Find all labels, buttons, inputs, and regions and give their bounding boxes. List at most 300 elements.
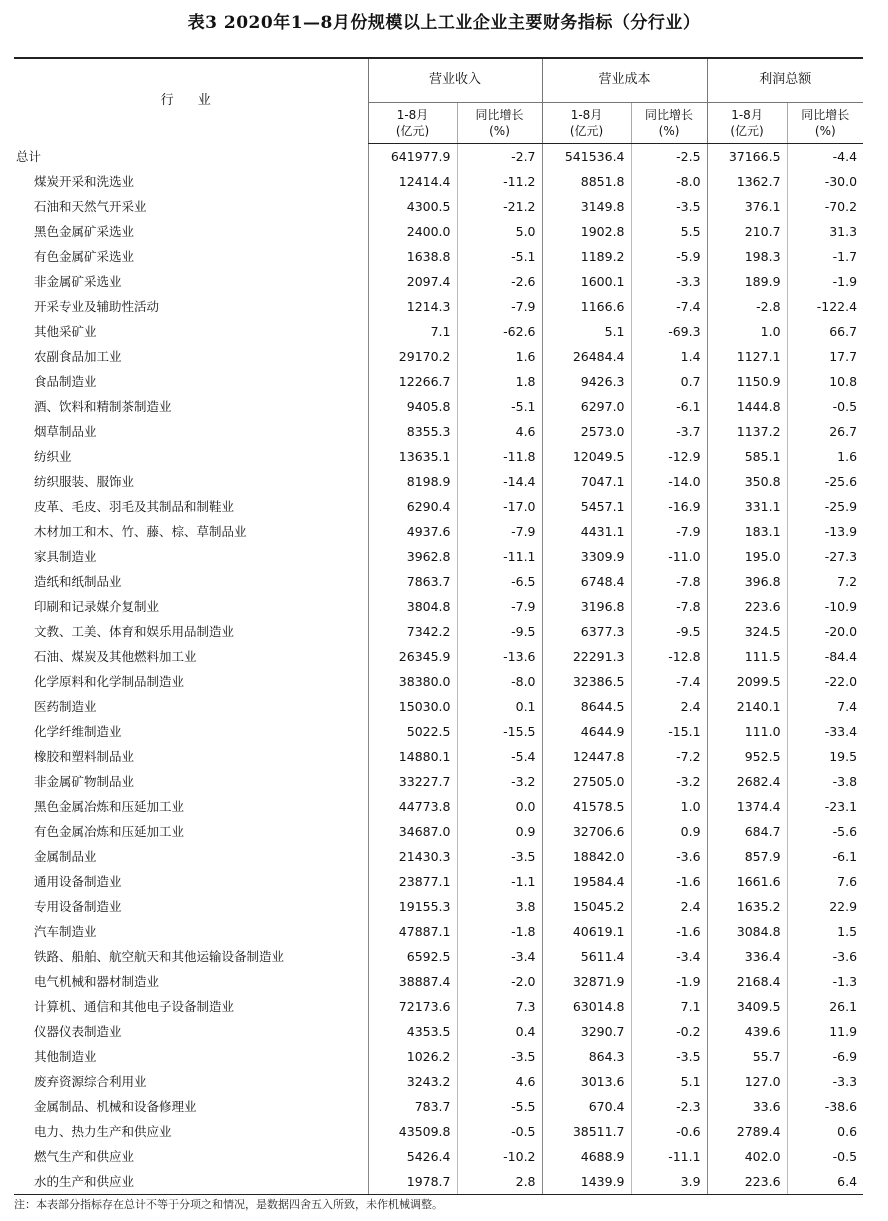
revenue-cell: 8198.9: [368, 469, 457, 494]
table-row: [14, 644, 863, 669]
profit-cell: 195.0: [707, 544, 787, 569]
cost-cell: 7047.1: [542, 469, 631, 494]
industry-name-cell: 废弃资源综合利用业: [34, 1074, 147, 1089]
cost-cell: 63014.8: [542, 994, 631, 1019]
profit-growth-cell: 6.4: [787, 1169, 863, 1195]
profit-cell: 111.0: [707, 719, 787, 744]
profit-cell: 210.7: [707, 219, 787, 244]
industry-name-cell: 其他采矿业: [34, 324, 97, 339]
profit-growth-cell: 1.6: [787, 444, 863, 469]
profit-cell: 1661.6: [707, 869, 787, 894]
revenue-growth-cell: -21.2: [457, 194, 542, 219]
revenue-growth-cell: 0.0: [457, 794, 542, 819]
profit-cell: 223.6: [707, 1169, 787, 1195]
profit-cell: 396.8: [707, 569, 787, 594]
profit-cell: 2168.4: [707, 969, 787, 994]
profit-cell: 952.5: [707, 744, 787, 769]
profit-cell: 2099.5: [707, 669, 787, 694]
cost-growth-cell: -7.4: [631, 669, 707, 694]
profit-cell: 3084.8: [707, 919, 787, 944]
cost-cell: 3149.8: [542, 194, 631, 219]
cost-cell: 3196.8: [542, 594, 631, 619]
industry-name-cell: 造纸和纸制品业: [34, 574, 122, 589]
cost-growth-cell: -3.4: [631, 944, 707, 969]
cost-growth-cell: -12.9: [631, 444, 707, 469]
revenue-growth-cell: -5.4: [457, 744, 542, 769]
revenue-cell: 26345.9: [368, 644, 457, 669]
table-row: [14, 294, 863, 319]
revenue-cell: 12414.4: [368, 169, 457, 194]
revenue-cell: 8355.3: [368, 419, 457, 444]
revenue-growth-cell: -6.5: [457, 569, 542, 594]
profit-growth-cell: -3.8: [787, 769, 863, 794]
table-row: [14, 344, 863, 369]
revenue-cell: 47887.1: [368, 919, 457, 944]
table-row: [14, 319, 863, 344]
table-row: [14, 269, 863, 294]
cost-growth-cell: -14.0: [631, 469, 707, 494]
cost-cell: 6297.0: [542, 394, 631, 419]
profit-cell: 1127.1: [707, 344, 787, 369]
revenue-cell: 6290.4: [368, 494, 457, 519]
growth-label: 同比增长: [475, 107, 524, 122]
cost-cell: 4688.9: [542, 1144, 631, 1169]
table-row: [14, 744, 863, 769]
profit-cell: 857.9: [707, 844, 787, 869]
revenue-cell: 15030.0: [368, 694, 457, 719]
revenue-cell: 1026.2: [368, 1044, 457, 1069]
table-row: [14, 1169, 863, 1195]
table-body: [14, 143, 863, 1194]
revenue-growth-cell: 4.6: [457, 419, 542, 444]
revenue-growth-cell: -14.4: [457, 469, 542, 494]
profit-cell: 439.6: [707, 1019, 787, 1044]
cost-growth-cell: 2.4: [631, 694, 707, 719]
cost-cell: 5457.1: [542, 494, 631, 519]
profit-cell: 2682.4: [707, 769, 787, 794]
cost-growth-cell: 1.0: [631, 794, 707, 819]
profit-growth-cell: 10.8: [787, 369, 863, 394]
industry-name-cell: 非金属矿物制品业: [34, 774, 135, 789]
table-row: [14, 1019, 863, 1044]
industry-name-cell: 其他制造业: [34, 1049, 97, 1064]
revenue-cell: 9405.8: [368, 394, 457, 419]
profit-cell: 376.1: [707, 194, 787, 219]
industry-name-cell: 仪器仪表制造业: [34, 1024, 122, 1039]
table-row: [14, 794, 863, 819]
profit-cell: 111.5: [707, 644, 787, 669]
table-row: [14, 469, 863, 494]
unit-label: (亿元): [569, 123, 604, 138]
revenue-growth-cell: -15.5: [457, 719, 542, 744]
revenue-growth-cell: 0.9: [457, 819, 542, 844]
revenue-cell: 3243.2: [368, 1069, 457, 1094]
cost-growth-cell: 1.4: [631, 344, 707, 369]
table-row: [14, 769, 863, 794]
cost-growth-cell: -2.3: [631, 1094, 707, 1119]
profit-growth-cell: -38.6: [787, 1094, 863, 1119]
cost-growth-cell: 5.5: [631, 219, 707, 244]
profit-growth-cell: 26.1: [787, 994, 863, 1019]
revenue-cell: 14880.1: [368, 744, 457, 769]
revenue-growth-cell: -11.1: [457, 544, 542, 569]
revenue-cell: 2400.0: [368, 219, 457, 244]
table-row: [14, 244, 863, 269]
cost-growth-cell: 5.1: [631, 1069, 707, 1094]
table-row: [14, 143, 863, 169]
profit-cell: 1150.9: [707, 369, 787, 394]
cost-cell: 40619.1: [542, 919, 631, 944]
table-row: [14, 969, 863, 994]
cost-cell: 3290.7: [542, 1019, 631, 1044]
profit-growth-cell: 0.6: [787, 1119, 863, 1144]
industry-name-cell: 木材加工和木、竹、藤、棕、草制品业: [34, 524, 247, 539]
profit-growth-cell: 19.5: [787, 744, 863, 769]
cost-cell: 2573.0: [542, 419, 631, 444]
profit-cell: 336.4: [707, 944, 787, 969]
cost-growth-cell: -7.8: [631, 594, 707, 619]
revenue-growth-cell: -5.5: [457, 1094, 542, 1119]
cost-cell: 41578.5: [542, 794, 631, 819]
cost-growth-cell: -3.2: [631, 769, 707, 794]
revenue-cell: 783.7: [368, 1094, 457, 1119]
table-row: [14, 669, 863, 694]
industry-name-cell: 水的生产和供应业: [14, 1169, 368, 1195]
profit-growth-cell: 66.7: [787, 319, 863, 344]
period-label: 1-8月: [570, 107, 603, 122]
revenue-growth-cell: -7.9: [457, 294, 542, 319]
cost-growth-cell: -0.6: [631, 1119, 707, 1144]
revenue-cell: 5426.4: [368, 1144, 457, 1169]
cost-cell: 8644.5: [542, 694, 631, 719]
cost-growth-cell: -12.8: [631, 644, 707, 669]
profit-cell: 55.7: [707, 1044, 787, 1069]
table-row: [14, 1119, 863, 1144]
profit-cell: 1444.8: [707, 394, 787, 419]
industry-name-cell: 纺织服装、服饰业: [34, 474, 135, 489]
profit-cell: 223.6: [707, 594, 787, 619]
cost-cell: 12049.5: [542, 444, 631, 469]
cost-growth-cell: -3.6: [631, 844, 707, 869]
cost-growth-cell: 3.9: [631, 1169, 707, 1195]
profit-cell: 402.0: [707, 1144, 787, 1169]
cost-cell: 3309.9: [542, 544, 631, 569]
industry-name-cell: 专用设备制造业: [34, 899, 122, 914]
cost-growth-cell: 0.7: [631, 369, 707, 394]
revenue-growth-cell: -2.7: [457, 143, 542, 169]
cost-growth-cell: -9.5: [631, 619, 707, 644]
profit-growth-cell: -0.5: [787, 1144, 863, 1169]
pct-label: (%): [658, 123, 680, 138]
revenue-cell: 23877.1: [368, 869, 457, 894]
revenue-growth-cell: 1.8: [457, 369, 542, 394]
revenue-growth-cell: -7.9: [457, 519, 542, 544]
profit-cell: 1137.2: [707, 419, 787, 444]
cost-growth-cell: -5.9: [631, 244, 707, 269]
cost-growth-cell: -1.6: [631, 919, 707, 944]
industry-column-header: 行 业: [160, 93, 221, 108]
profit-cell: 1.0: [707, 319, 787, 344]
table-row: [14, 819, 863, 844]
cost-cell: 9426.3: [542, 369, 631, 394]
profit-growth-cell: -1.7: [787, 244, 863, 269]
profit-cell: 1374.4: [707, 794, 787, 819]
profit-growth-cell: -33.4: [787, 719, 863, 744]
cost-cell: 4644.9: [542, 719, 631, 744]
revenue-cell: 4300.5: [368, 194, 457, 219]
profit-growth-cell: 31.3: [787, 219, 863, 244]
cost-growth-header: [631, 102, 707, 143]
table-row: [14, 369, 863, 394]
revenue-growth-cell: -8.0: [457, 669, 542, 694]
cost-growth-cell: -11.0: [631, 544, 707, 569]
financial-indicators-table: [14, 57, 863, 1195]
industry-name-cell: 黑色金属冶炼和压延加工业: [34, 799, 185, 814]
revenue-growth-cell: -9.5: [457, 619, 542, 644]
revenue-growth-cell: -2.0: [457, 969, 542, 994]
profit-growth-cell: -13.9: [787, 519, 863, 544]
cost-cell: 670.4: [542, 1094, 631, 1119]
industry-name-cell: 烟草制品业: [34, 424, 97, 439]
table-row: [14, 169, 863, 194]
revenue-cell: 641977.9: [368, 143, 457, 169]
profit-growth-cell: -6.9: [787, 1044, 863, 1069]
revenue-growth-cell: -3.2: [457, 769, 542, 794]
revenue-growth-header: [457, 102, 542, 143]
revenue-cell: 1638.8: [368, 244, 457, 269]
table-row: [14, 919, 863, 944]
cost-cell: 4431.1: [542, 519, 631, 544]
industry-name-cell: 黑色金属矿采选业: [34, 224, 135, 239]
revenue-growth-cell: -1.8: [457, 919, 542, 944]
industry-name-cell: 开采专业及辅助性活动: [34, 299, 160, 314]
profit-cell: 684.7: [707, 819, 787, 844]
industry-name-cell: 电气机械和器材制造业: [34, 974, 160, 989]
profit-cell: 198.3: [707, 244, 787, 269]
revenue-cell: 7.1: [368, 319, 457, 344]
profit-growth-cell: -23.1: [787, 794, 863, 819]
profit-cell: 183.1: [707, 519, 787, 544]
revenue-cell: 38380.0: [368, 669, 457, 694]
profit-cell: 37166.5: [707, 143, 787, 169]
industry-name-cell: 印刷和记录媒介复制业: [34, 599, 160, 614]
cost-cell: 5611.4: [542, 944, 631, 969]
cost-growth-cell: -7.8: [631, 569, 707, 594]
cost-cell: 1189.2: [542, 244, 631, 269]
pct-label: (%): [489, 123, 510, 138]
revenue-growth-cell: 5.0: [457, 219, 542, 244]
industry-name-cell: 燃气生产和供应业: [34, 1149, 135, 1164]
industry-name-cell: 家具制造业: [34, 549, 97, 564]
industry-name-cell: 有色金属冶炼和压延加工业: [34, 824, 185, 839]
profit-cell: 585.1: [707, 444, 787, 469]
cost-growth-cell: -7.2: [631, 744, 707, 769]
cost-cell: 19584.4: [542, 869, 631, 894]
revenue-growth-cell: -5.1: [457, 244, 542, 269]
revenue-growth-cell: 1.6: [457, 344, 542, 369]
growth-label: 同比增长: [801, 107, 850, 122]
table-row: [14, 1044, 863, 1069]
table-row: [14, 194, 863, 219]
revenue-cell: 6592.5: [368, 944, 457, 969]
revenue-cell: 2097.4: [368, 269, 457, 294]
profit-growth-cell: 1.5: [787, 919, 863, 944]
cost-growth-cell: -11.1: [631, 1144, 707, 1169]
industry-name-cell: 铁路、船舶、航空航天和其他运输设备制造业: [34, 949, 285, 964]
cost-growth-cell: -2.5: [631, 143, 707, 169]
industry-name-cell: 有色金属矿采选业: [34, 249, 135, 264]
revenue-growth-cell: -0.5: [457, 1119, 542, 1144]
table-row: [14, 1144, 863, 1169]
profit-growth-cell: -10.9: [787, 594, 863, 619]
revenue-cell: 3962.8: [368, 544, 457, 569]
industry-name-cell: 酒、饮料和精制茶制造业: [34, 399, 172, 414]
cost-growth-cell: 2.4: [631, 894, 707, 919]
cost-cell: 32386.5: [542, 669, 631, 694]
cost-cell: 12447.8: [542, 744, 631, 769]
revenue-cell: 4937.6: [368, 519, 457, 544]
table-row: [14, 719, 863, 744]
cost-cell: 541536.4: [542, 143, 631, 169]
cost-growth-cell: -7.9: [631, 519, 707, 544]
industry-name-cell: 化学纤维制造业: [34, 724, 122, 739]
profit-cell: 350.8: [707, 469, 787, 494]
profit-growth-cell: -30.0: [787, 169, 863, 194]
cost-cell: 864.3: [542, 1044, 631, 1069]
cost-cell: 32871.9: [542, 969, 631, 994]
cost-growth-cell: -8.0: [631, 169, 707, 194]
profit-growth-cell: 22.9: [787, 894, 863, 919]
revenue-growth-cell: -13.6: [457, 644, 542, 669]
table-row: [14, 944, 863, 969]
cost-cell: 27505.0: [542, 769, 631, 794]
revenue-group-header: 营业收入: [368, 58, 542, 102]
profit-growth-cell: -20.0: [787, 619, 863, 644]
table-row: [14, 544, 863, 569]
cost-growth-cell: -3.5: [631, 1044, 707, 1069]
cost-cell: 22291.3: [542, 644, 631, 669]
cost-cell: 26484.4: [542, 344, 631, 369]
profit-cell: 189.9: [707, 269, 787, 294]
industry-name-cell: 总计: [16, 148, 42, 164]
table-row: [14, 619, 863, 644]
growth-label: 同比增长: [645, 107, 694, 122]
table-row: [14, 444, 863, 469]
industry-name-cell: 化学原料和化学制品制造业: [34, 674, 185, 689]
cost-growth-cell: -3.7: [631, 419, 707, 444]
cost-cell: 18842.0: [542, 844, 631, 869]
table-row: [14, 894, 863, 919]
cost-growth-cell: -3.5: [631, 194, 707, 219]
cost-group-header: 营业成本: [542, 58, 707, 102]
revenue-growth-cell: -2.6: [457, 269, 542, 294]
industry-name-cell: 汽车制造业: [34, 924, 97, 939]
cost-growth-cell: -3.3: [631, 269, 707, 294]
revenue-cell: 21430.3: [368, 844, 457, 869]
profit-cell: 2140.1: [707, 694, 787, 719]
cost-cell: 6748.4: [542, 569, 631, 594]
revenue-growth-cell: 4.6: [457, 1069, 542, 1094]
cost-growth-cell: 7.1: [631, 994, 707, 1019]
industry-name-cell: 通用设备制造业: [34, 874, 122, 889]
unit-label: (亿元): [395, 123, 430, 138]
cost-growth-cell: -16.9: [631, 494, 707, 519]
industry-name-cell: 石油和天然气开采业: [34, 199, 147, 214]
cost-cell: 1902.8: [542, 219, 631, 244]
profit-growth-cell: -1.9: [787, 269, 863, 294]
industry-name-cell: 金属制品、机械和设备修理业: [34, 1099, 197, 1114]
revenue-cell: 3804.8: [368, 594, 457, 619]
period-label: 1-8月: [731, 107, 763, 122]
table-row: [14, 494, 863, 519]
cost-growth-cell: 0.9: [631, 819, 707, 844]
revenue-cell: 34687.0: [368, 819, 457, 844]
industry-name-cell: 橡胶和塑料制品业: [34, 749, 135, 764]
revenue-growth-cell: -1.1: [457, 869, 542, 894]
revenue-cell: 1978.7: [368, 1169, 457, 1195]
revenue-cell: 43509.8: [368, 1119, 457, 1144]
table-row: [14, 994, 863, 1019]
table-row: [14, 1094, 863, 1119]
profit-growth-cell: -84.4: [787, 644, 863, 669]
revenue-growth-cell: -5.1: [457, 394, 542, 419]
profit-group-header: 利润总额: [707, 58, 863, 102]
revenue-cell: 44773.8: [368, 794, 457, 819]
revenue-cell: 4353.5: [368, 1019, 457, 1044]
profit-growth-cell: 17.7: [787, 344, 863, 369]
cost-growth-cell: -15.1: [631, 719, 707, 744]
profit-growth-cell: -4.4: [787, 143, 863, 169]
profit-growth-cell: -25.6: [787, 469, 863, 494]
period-label: 1-8月: [396, 107, 429, 122]
industry-name-cell: 农副食品加工业: [34, 349, 122, 364]
revenue-amount-header: [368, 102, 457, 143]
cost-growth-cell: -6.1: [631, 394, 707, 419]
industry-name-cell: 石油、煤炭及其他燃料加工业: [34, 649, 197, 664]
industry-name-cell: 食品制造业: [34, 374, 97, 389]
revenue-growth-cell: -17.0: [457, 494, 542, 519]
revenue-growth-cell: 0.1: [457, 694, 542, 719]
industry-name-cell: 金属制品业: [34, 849, 97, 864]
profit-growth-cell: -25.9: [787, 494, 863, 519]
revenue-cell: 5022.5: [368, 719, 457, 744]
profit-cell: 33.6: [707, 1094, 787, 1119]
cost-cell: 8851.8: [542, 169, 631, 194]
profit-growth-cell: 7.4: [787, 694, 863, 719]
industry-name-cell: 非金属矿采选业: [34, 274, 122, 289]
revenue-growth-cell: 0.4: [457, 1019, 542, 1044]
profit-growth-cell: 26.7: [787, 419, 863, 444]
revenue-growth-cell: -10.2: [457, 1144, 542, 1169]
cost-cell: 3013.6: [542, 1069, 631, 1094]
cost-growth-cell: -0.2: [631, 1019, 707, 1044]
profit-cell: 2789.4: [707, 1119, 787, 1144]
footnote: 注：本表部分指标存在总计不等于分项之和情况，是数据四舍五入所致，未作机械调整。: [14, 1198, 443, 1211]
revenue-growth-cell: -11.2: [457, 169, 542, 194]
table-row: [14, 519, 863, 544]
profit-cell: 324.5: [707, 619, 787, 644]
cost-growth-cell: -69.3: [631, 319, 707, 344]
revenue-cell: 33227.7: [368, 769, 457, 794]
industry-name-cell: 皮革、毛皮、羽毛及其制品和制鞋业: [34, 499, 235, 514]
revenue-growth-cell: -3.5: [457, 844, 542, 869]
profit-growth-header: [787, 102, 863, 143]
cost-cell: 32706.6: [542, 819, 631, 844]
table-row: [14, 394, 863, 419]
table-row: [14, 869, 863, 894]
revenue-growth-cell: 2.8: [457, 1169, 542, 1195]
profit-growth-cell: -122.4: [787, 294, 863, 319]
